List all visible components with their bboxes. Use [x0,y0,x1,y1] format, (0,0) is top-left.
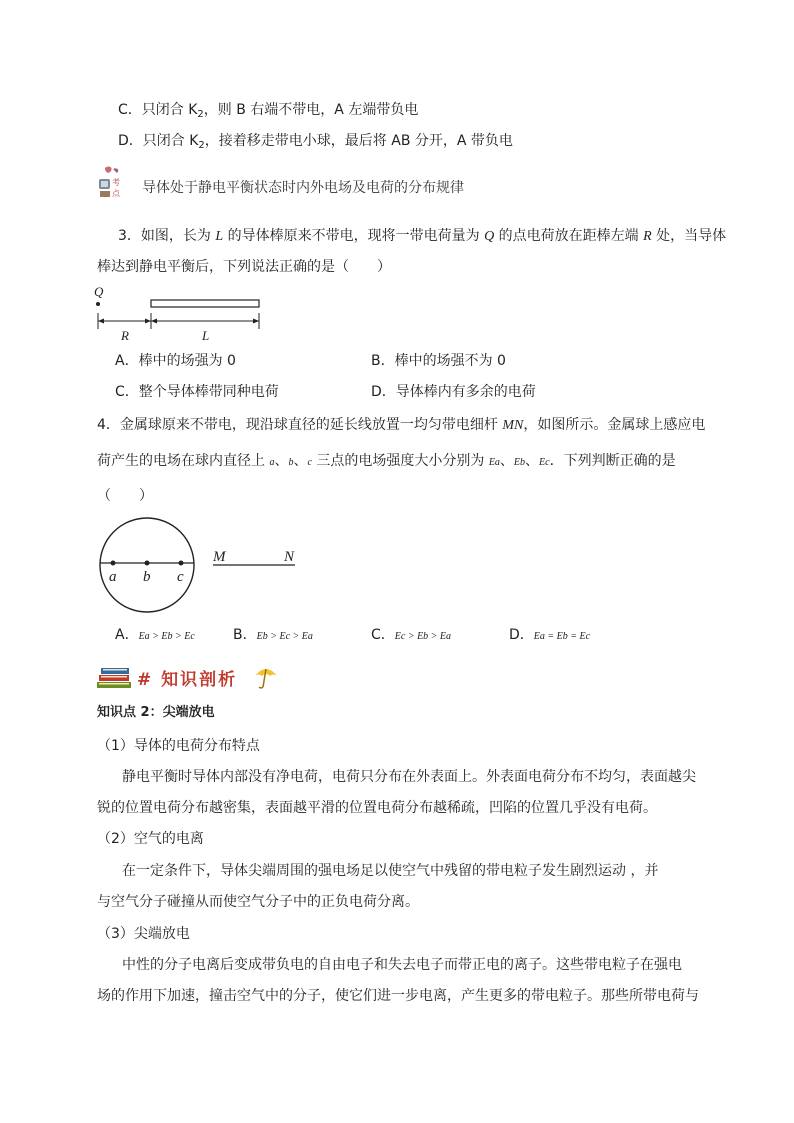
subsection-2-title: （2）空气的电离 [97,831,204,847]
q4-point-a [111,561,116,566]
q4-point-c [179,561,184,566]
section-banner-title: # 知识剖析 [137,670,238,690]
subsection-1-paragraph-line2: 锐的位置电荷分布越密集，表面越平滑的位置电荷分布越稀疏，凹陷的位置几乎没有电荷。 [97,800,657,816]
kaodian-badge-top: 考 [112,178,120,187]
q3-figure [90,283,270,345]
q4-stem-line1: 4．金属球原来不带电，现沿球直径的延长线放置一均匀带电细杆 MN，如图所示。金属球上感应电 [97,417,706,433]
q4-label-b: b [143,569,151,585]
q4-label-n: N [284,549,295,565]
q3-rod [151,300,259,307]
subsection-3-paragraph-line2: 场的作用下加速，撞击空气中的分子，使它们进一步电离，产生更多的带电粒子。那些所带电荷与 [97,988,699,1004]
q4-stem-line2: 荷产生的电场在球内直径上 a、b、c 三点的电场强度大小分别为 Ea、Eb、Ec．下列判断正确的是 [97,453,676,469]
subsection-1-paragraph-line1: 静电平衡时导体内部没有净电荷，电荷只分布在外表面上。外表面电荷分布不均匀，表面越尖 [122,769,696,785]
q2-option-c: C．只闭合 $K_2$，则 B 右端不带电，A 左端带负电 [118,102,419,120]
q3-option-d: D．导体棒内有多余的电荷 [371,384,536,400]
q2-option-d: D．只闭合 $K_2$，接着移走带电小球，最后将 AB 分开，A 带负电 [118,133,513,151]
q3-label-l: L [202,328,210,343]
q4-option-d: D．Ea = Eb = Ec [509,627,591,643]
subsection-2-paragraph-line1: 在一定条件下，导体尖端周围的强电场足以使空气中残留的带电粒子发生剧烈运动 ，并 [122,863,659,879]
q4-label-m: M [213,549,226,565]
books-icon [95,664,135,690]
subsection-3-paragraph-line1: 中性的分子电离后变成带负电的自由电子和失去电子而带正电的离子。这些带电粒子在强电 [122,957,682,973]
kaodian-badge-icon [95,165,129,201]
q4-figure [95,515,305,615]
umbrella-icon [253,664,279,690]
subsection-2-paragraph-line2: 与空气分子碰撞从而使空气分子中的正负电荷分离。 [97,894,419,910]
q3-option-c: C．整个导体棒带同种电荷 [115,384,279,400]
subsection-3-title: （3）尖端放电 [97,926,190,942]
kaodian-title: 导体处于静电平衡状态时内外电场及电荷的分布规律 [142,180,464,196]
subsection-1-title: （1）导体的电荷分布特点 [97,738,260,754]
q3-point-charge [96,302,100,306]
q4-option-a: A．Ea > Eb > Ec [115,627,195,643]
q3-option-a: A．棒中的场强为 0 [115,353,236,369]
q4-label-c: c [177,569,184,585]
kaodian-badge-bottom: 点 [112,189,120,198]
knowledge-point-title: 知识点 2：尖端放电 [97,705,215,720]
q4-option-c: C．Ec > Eb > Ea [371,627,452,643]
q3-option-b: B．棒中的场强不为 0 [371,353,506,369]
q4-stem-line3: （ ） [97,488,153,504]
q4-option-b: B．Eb > Ec > Ea [233,627,313,643]
q3-label-r: R [121,328,129,343]
q3-stem-line2: 棒达到静电平衡后，下列说法正确的是（ ） [97,259,391,275]
q4-label-a: a [109,569,117,585]
q3-stem-line1: 3．如图，长为 L 的导体棒原来不带电，现将一带电荷量为 Q 的点电荷放在距棒左端 R 处，当导体 [118,228,727,244]
q3-label-q: Q [94,284,104,299]
q4-point-b [145,561,150,566]
